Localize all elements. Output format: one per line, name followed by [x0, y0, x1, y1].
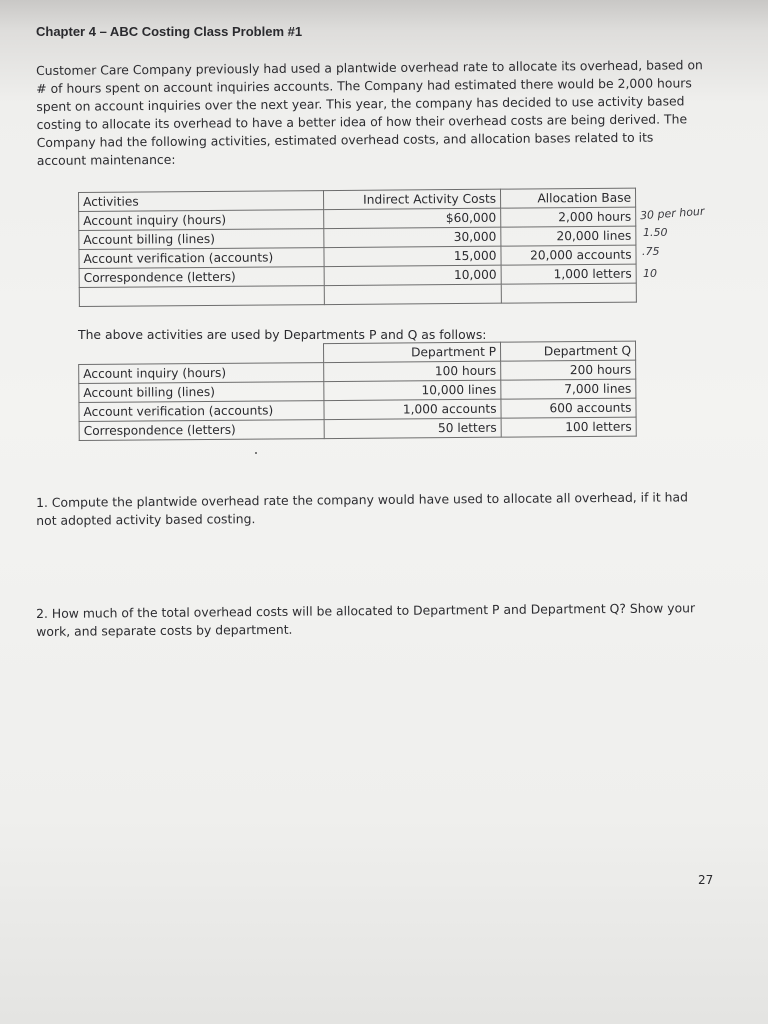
header-department-p: Department P — [323, 342, 500, 362]
question-1: 1. Compute the plantwide overhead rate the company would have used to allocate all overhead, if it had not adopted activity based costing. — [36, 489, 689, 528]
department-q-usage: 100 letters — [501, 417, 636, 437]
activity-name: Account inquiry (hours) — [79, 363, 324, 384]
activity-cost: 15,000 — [324, 246, 501, 266]
activities-table — [78, 188, 637, 307]
activity-name: Account inquiry (hours) — [79, 210, 324, 231]
problem-description: Customer Care Company previously had used a plantwide overhead rate to allocate its overhead, based on # of hours spent on account inquiries accounts. The Company had estimated there would be 2,000 hours spent on account inquiries over the next year. This year, the company has decided to use activity based costing to allocate its overhead to have a better idea of how their overhead costs are being derived. The Company had the following activities, estimated overhead costs, and allocation bases related to its account maintenance: — [36, 57, 703, 168]
page-title: Chapter 4 – ABC Costing Class Problem #1 — [36, 24, 303, 39]
activity-cost: 10,000 — [324, 265, 501, 285]
activity-name: Account billing (lines) — [79, 382, 324, 403]
handwritten-note-rate-billing: 1.50 — [643, 226, 668, 239]
department-p-usage: 10,000 lines — [324, 380, 501, 400]
department-p-usage: 100 hours — [324, 361, 501, 381]
activity-name: Account billing (lines) — [79, 229, 324, 250]
header-activities: Activities — [79, 191, 324, 212]
department-q-usage: 200 hours — [501, 360, 636, 380]
activity-base: 20,000 accounts — [501, 245, 636, 265]
activity-base: 2,000 hours — [501, 207, 636, 227]
header-department-q: Department Q — [500, 341, 635, 361]
header-indirect-costs: Indirect Activity Costs — [323, 189, 500, 209]
handwritten-note-rate-correspondence: 10 — [643, 267, 657, 280]
table-row — [79, 417, 636, 440]
activity-cost: 30,000 — [324, 227, 501, 247]
question-2: 2. How much of the total overhead costs will be allocated to Department P and Department Q? Show your work, and separate costs by department. — [36, 600, 696, 639]
header-allocation-base: Allocation Base — [500, 188, 635, 208]
department-p-usage: 50 letters — [324, 418, 501, 438]
handwritten-note-rate-verification: .75 — [642, 245, 660, 258]
handwritten-note-rate-inquiry: 30 per hour — [639, 204, 705, 223]
department-q-usage: 600 accounts — [501, 398, 636, 418]
departments-table — [78, 341, 637, 441]
department-p-usage: 1,000 accounts — [324, 399, 501, 419]
activity-name: Account verification (accounts) — [79, 401, 324, 422]
activity-name: Correspondence (letters) — [79, 267, 324, 288]
table-empty-row — [79, 283, 636, 306]
activity-base: 20,000 lines — [501, 226, 636, 246]
activity-name: Correspondence (letters) — [79, 420, 324, 441]
activity-name: Account verification (accounts) — [79, 248, 324, 269]
departments-intro: The above activities are used by Departments P and Q as follows: — [78, 327, 487, 342]
activity-cost: $60,000 — [324, 208, 501, 228]
department-q-usage: 7,000 lines — [501, 379, 636, 399]
activity-base: 1,000 letters — [501, 264, 636, 284]
page-number: 27 — [698, 873, 714, 887]
